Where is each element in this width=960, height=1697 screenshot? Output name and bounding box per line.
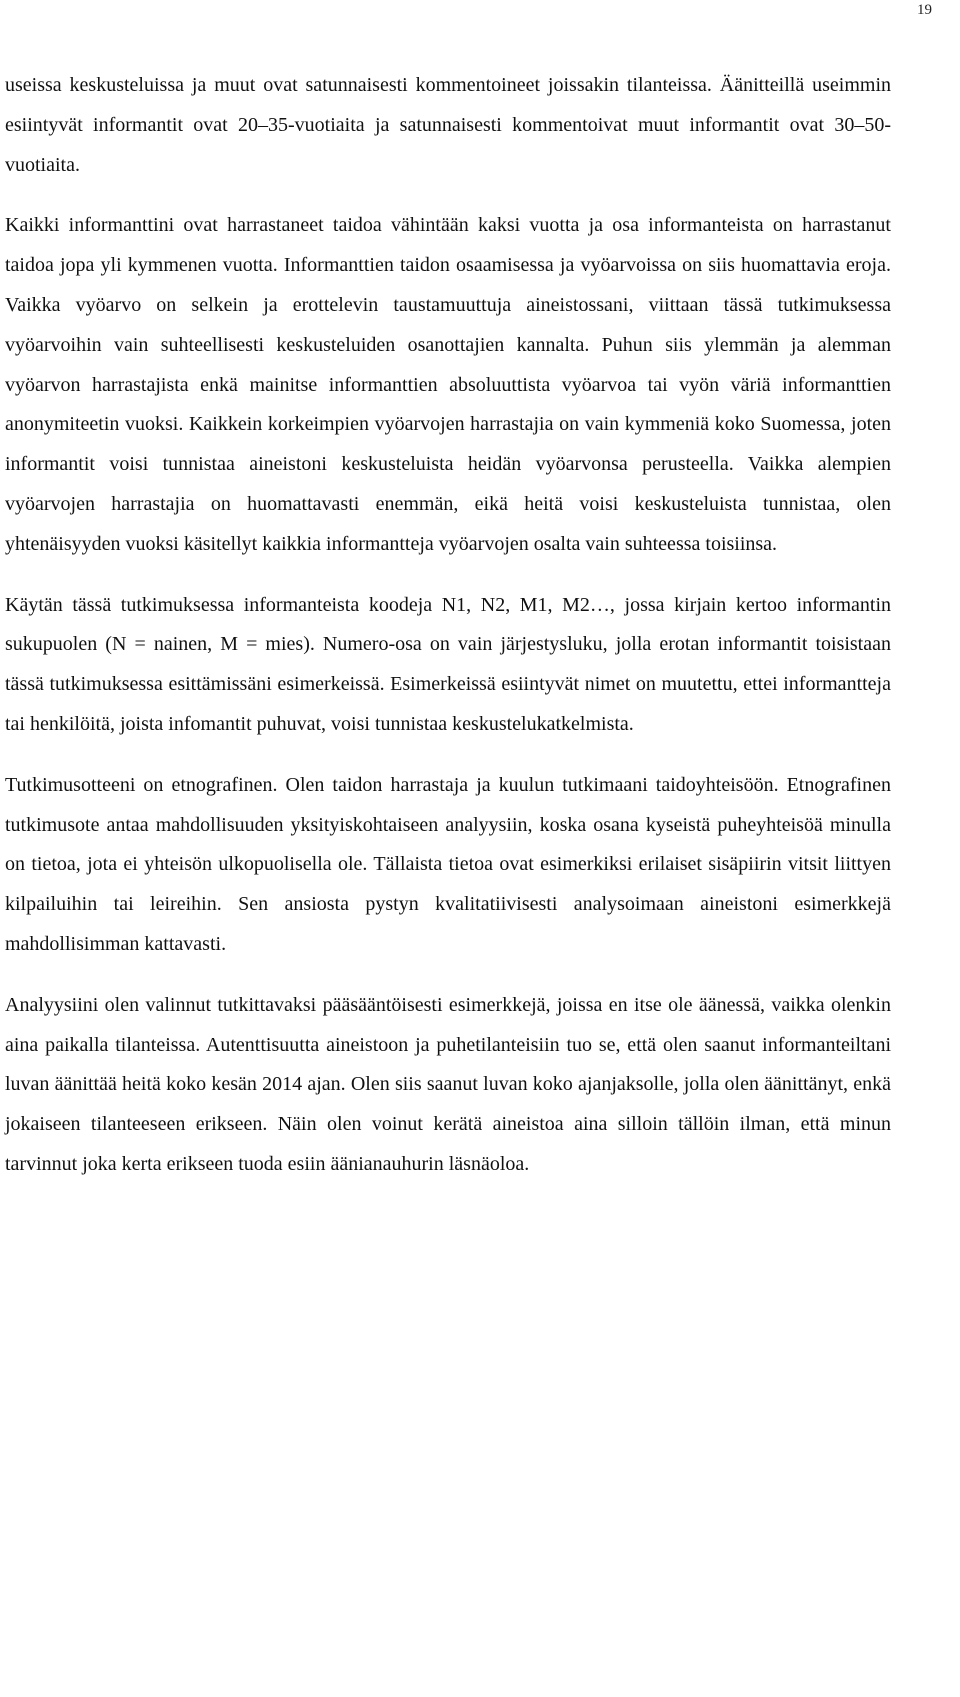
paragraph-ethnographic-approach: Tutkimusotteeni on etnografinen. Olen taidon harrastaja ja kuulun tutkimaani taidoyhteisöön. Etnografinen tutkimusote antaa mahdollisuuden yksityiskohtaiseen analyysiin, koska osana kyseistä puheyhteisöä minulla on tietoa, jota ei yhteisön ulkopuolisella ole. Tällaista tietoa ovat esimerkiksi erilaiset sisäpiirin vitsit liittyen kilpailuihin tai leireihin. Sen ansiosta pystyn kvalitatiivisesti analysoimaan aineistoni esimerkkejä mahdollisimman kattavasti.	[5, 773, 891, 955]
paragraph-analysis-selection: Analyysiini olen valinnut tutkittavaksi pääsääntöisesti esimerkkejä, joissa en itse ole äänessä, vaikka olenkin aina paikalla tilanteissa. Autenttisuutta aineistoon ja puhetilanteisiin tuo se, että olen saanut informanteiltani luvan äänittää heitä koko kesän 2014 ajan. Olen siis saanut luvan koko ajanjaksolle, jolla olen äänittänyt, enkä jokaiseen tilanteeseen erikseen. Näin olen voinut kerätä aineistoa aina silloin tällöin ilman, että minun tarvinnut joka kerta erikseen tuoda esiin äänianauhurin läsnäoloa.	[5, 993, 891, 1175]
paragraph-informant-ages: useissa keskusteluissa ja muut ovat satunnaisesti kommentoineet joissakin tilanteissa. Äänitteillä useimmin esiintyvät informantit ovat 20–35-vuotiaita ja satunnaisesti kommentoivat muut informantit ovat 30–50-vuotiaita.	[5, 74, 891, 176]
paragraph-informant-codes: Käytän tässä tutkimuksessa informanteista koodeja N1, N2, M1, M2…, jossa kirjain kertoo informantin sukupuolen (N = nainen, M = mies). Numero-osa on vain järjestysluku, jolla erotan informantit toisistaan tässä tutkimuksessa esittämissäni esimerkeissä. Esimerkeissä esiintyvät nimet on muutettu, ettei informantteja tai henkilöitä, joista infomantit puhuvat, voisi tunnistaa keskustelukatkelmista.	[5, 593, 891, 735]
text-body	[5, 66, 891, 1185]
page-number: 19	[917, 2, 932, 18]
paragraph-belt-ranks: Kaikki informanttini ovat harrastaneet taidoa vähintään kaksi vuotta ja osa informanteista on harrastanut taidoa jopa yli kymmenen vuotta. Informanttien taidon osaamisessa ja vyöarvoissa on siis huomattavia eroja. Vaikka vyöarvo on selkein ja erottelevin taustamuuttuja aineistossani, viittaan tässä tutkimuksessa vyöarvoihin vain suhteellisesti keskusteluiden osanottajien kannalta. Puhun siis ylemmän ja alemman vyöarvon harrastajista enkä mainitse informanttien absoluuttista vyöarvoa tai vyön väriä informanttien anonymiteetin vuoksi. Kaikkein korkeimpien vyöarvojen harrastajia on vain kymmeniä koko Suomessa, joten informantit voisi tunnistaa aineistoni keskusteluista heidän vyöarvonsa perusteella. Vaikka alempien vyöarvojen harrastajia on huomattavasti enemmän, eikä heitä voisi keskusteluista tunnistaa, olen yhtenäisyyden vuoksi käsitellyt kaikkia informantteja vyöarvojen osalta vain suhteessa toisiinsa.	[5, 214, 891, 555]
